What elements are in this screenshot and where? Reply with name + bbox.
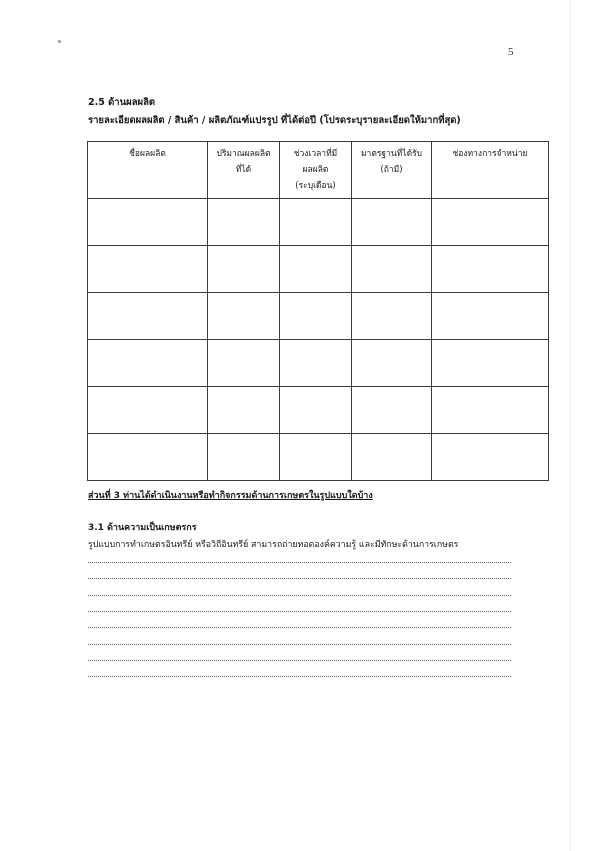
table-cell[interactable] — [432, 199, 549, 246]
table-row — [88, 293, 549, 340]
section-heading-2-5: 2.5 ด้านผลผลิต — [88, 97, 156, 108]
table-cell[interactable] — [280, 199, 352, 246]
header-quantity: ปริมาณผลผลิต ที่ได้ — [208, 142, 280, 199]
table-cell[interactable] — [208, 340, 280, 387]
table-cell[interactable] — [432, 387, 549, 434]
table-cell[interactable] — [88, 246, 208, 293]
table-row — [88, 340, 549, 387]
page-edge-line — [570, 0, 571, 851]
table-cell[interactable] — [352, 246, 432, 293]
answer-line[interactable] — [88, 578, 511, 579]
table-cell[interactable] — [432, 434, 549, 481]
scan-speck — [58, 40, 61, 43]
header-product-name: ชื่อผลผลิต — [88, 142, 208, 199]
table-cell[interactable] — [208, 246, 280, 293]
answer-line[interactable] — [88, 611, 511, 612]
table-cell[interactable] — [88, 199, 208, 246]
table-cell[interactable] — [208, 387, 280, 434]
table-row — [88, 246, 549, 293]
table-cell[interactable] — [88, 293, 208, 340]
answer-line[interactable] — [88, 644, 511, 645]
table-cell[interactable] — [280, 340, 352, 387]
table-cell[interactable] — [432, 340, 549, 387]
table-cell[interactable] — [88, 434, 208, 481]
table-cell[interactable] — [280, 387, 352, 434]
table-cell[interactable] — [352, 434, 432, 481]
answer-line[interactable] — [88, 627, 511, 628]
product-table — [87, 141, 549, 481]
header-standard: มาตรฐานที่ได้รับ (ถ้ามี) — [352, 142, 432, 199]
table-cell[interactable] — [352, 387, 432, 434]
table-row — [88, 434, 549, 481]
table-cell[interactable] — [280, 293, 352, 340]
table-row — [88, 387, 549, 434]
answer-line[interactable] — [88, 660, 511, 661]
section-heading-3-1: 3.1 ด้านความเป็นเกษตรกร — [88, 523, 197, 533]
header-period: ช่วงเวลาที่มี ผลผลิต (ระบุเดือน) — [280, 142, 352, 199]
table-cell[interactable] — [208, 293, 280, 340]
answer-line[interactable] — [88, 595, 511, 596]
table-cell[interactable] — [432, 246, 549, 293]
table-cell[interactable] — [280, 246, 352, 293]
table-row — [88, 199, 549, 246]
page-number: 5 — [508, 46, 514, 58]
table-cell[interactable] — [208, 199, 280, 246]
part-3-heading: ส่วนที่ 3 ท่านได้ดำเนินงานหรือทำกิจกรรมด้านการเกษตรในรูปแบบใดบ้าง — [88, 491, 373, 501]
header-sales-channel: ช่องทางการจำหน่าย — [432, 142, 549, 199]
table-cell[interactable] — [352, 340, 432, 387]
table-cell[interactable] — [88, 340, 208, 387]
answer-line[interactable] — [88, 676, 511, 677]
section-subtitle: รายละเอียดผลผลิต / สินค้า / ผลิตภัณฑ์แปรรูป ที่ได้ต่อปี (โปรดระบุรายละเอียดให้มากที่สุด) — [88, 115, 461, 126]
table-cell[interactable] — [88, 387, 208, 434]
table-cell[interactable] — [432, 293, 549, 340]
table-cell[interactable] — [280, 434, 352, 481]
table-header-row — [88, 142, 549, 199]
table-cell[interactable] — [352, 293, 432, 340]
answer-line[interactable] — [88, 562, 511, 563]
table-cell[interactable] — [208, 434, 280, 481]
question-text: รูปแบบการทำเกษตรอินทรีย์ หรือวิถีอินทรีย์ สามารถถ่ายทอดองค์ความรู้ และมีทักษะด้านการเกษตร — [88, 540, 459, 550]
table-cell[interactable] — [352, 199, 432, 246]
